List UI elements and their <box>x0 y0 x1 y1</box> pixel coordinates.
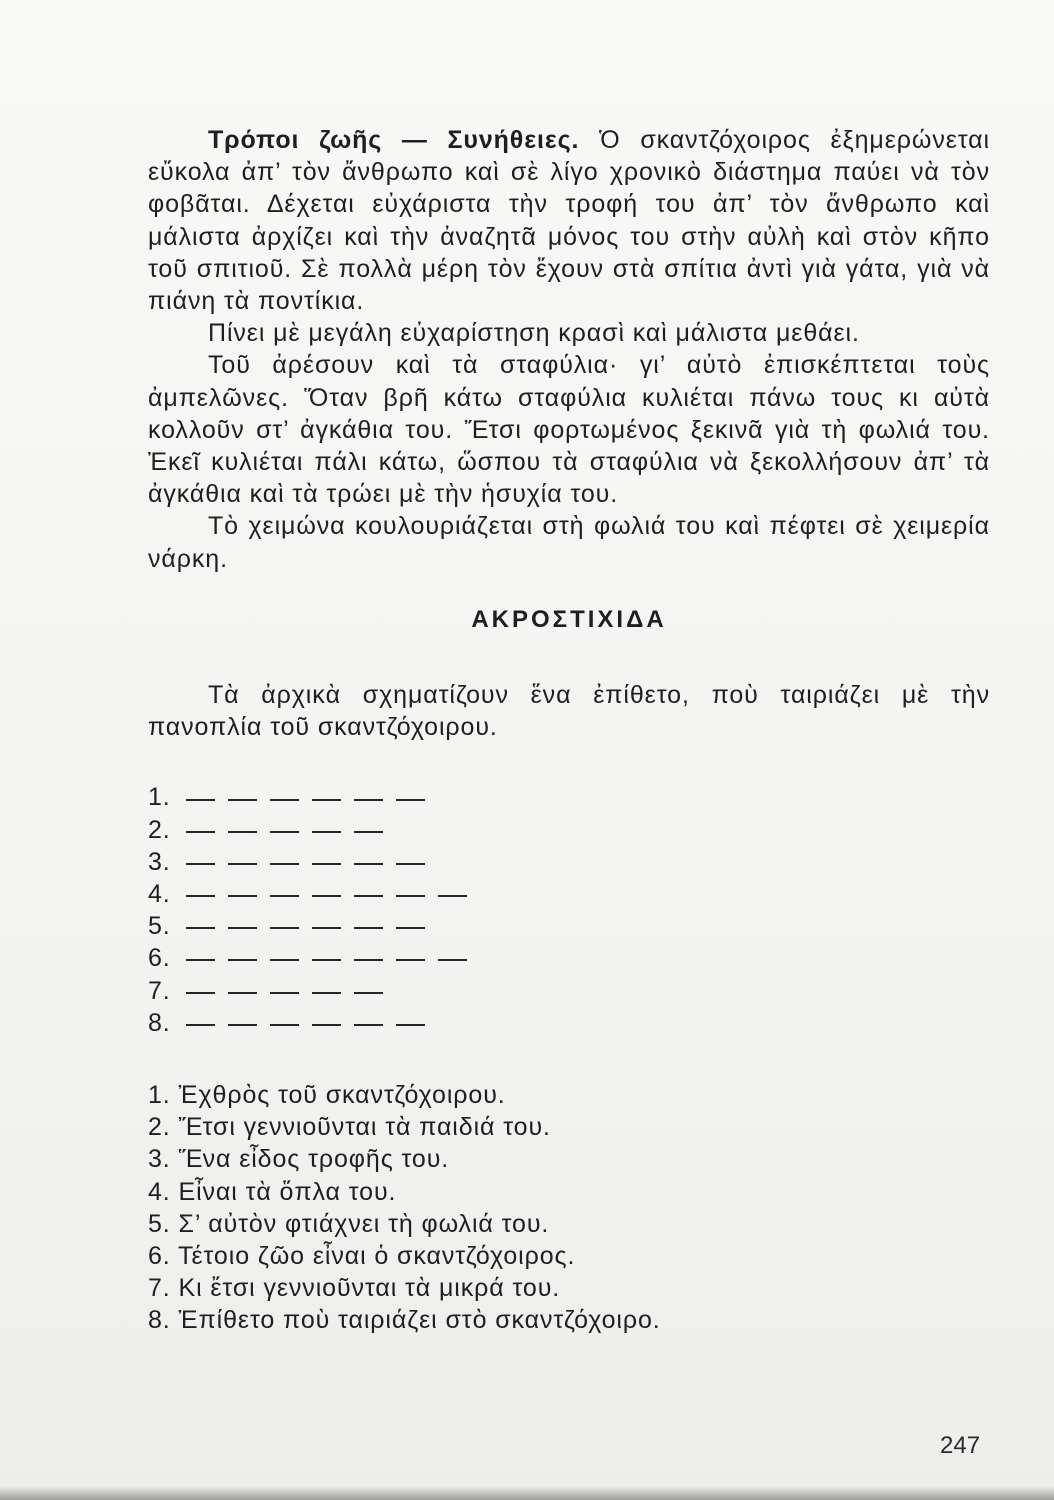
letter-slot <box>186 927 215 929</box>
acrostic-blank-number: 7. <box>148 976 171 1005</box>
acrostic-blank-number: 2. <box>148 815 171 844</box>
acrostic-clue: 6. Τέτοιο ζῶο εἶναι ὁ σκαντζόχοιρος. <box>148 1241 576 1270</box>
acrostic-blank-row <box>148 781 990 813</box>
letter-slot <box>186 959 215 961</box>
acrostic-letter-slots <box>186 1024 425 1026</box>
letter-slot <box>396 895 425 897</box>
letter-slot <box>354 895 383 897</box>
acrostic-clue: 2. Ἔτσι γεννιοῦνται τὰ παιδιά του. <box>148 1113 551 1142</box>
letter-slot <box>228 799 257 801</box>
acrostic-clue: 7. Κι ἔτσι γεννιοῦνται τὰ μικρά του. <box>148 1274 561 1303</box>
letter-slot <box>312 1024 341 1026</box>
letter-slot <box>396 799 425 801</box>
letter-slot <box>270 1024 299 1026</box>
letter-slot <box>186 1024 215 1026</box>
letter-slot <box>354 1024 383 1026</box>
letter-slot <box>438 895 467 897</box>
acrostic-intro: Τὰ ἀρχικὰ σχηματίζουν ἕνα ἐπίθετο, ποὺ ταιριάζει μὲ τὴν πανοπλία τοῦ σκαντζόχοιρου. <box>148 681 990 742</box>
letter-slot <box>186 992 215 994</box>
letter-slot <box>312 895 341 897</box>
letter-slot <box>396 959 425 961</box>
acrostic-blank-row <box>148 910 990 942</box>
page-number: 247 <box>940 1432 981 1459</box>
letter-slot <box>354 992 383 994</box>
letter-slot <box>228 1024 257 1026</box>
acrostic-blank-number: 3. <box>148 847 171 876</box>
letter-slot <box>186 831 215 833</box>
acrostic-blank-number: 8. <box>148 1008 171 1037</box>
acrostic-clue: 5. Σ’ αὐτὸν φτιάχνει τὴ φωλιά του. <box>148 1209 550 1238</box>
acrostic-clue: 3. Ἕνα εἶδος τροφῆς του. <box>148 1145 450 1174</box>
acrostic-clue: 1. Ἐχθρὸς τοῦ σκαντζόχοιρου. <box>148 1080 506 1109</box>
acrostic-clues <box>148 1079 990 1337</box>
acrostic-letter-slots <box>186 992 383 994</box>
letter-slot <box>186 799 215 801</box>
section-lead: Τρόποι ζωῆς — Συνήθειες. <box>208 126 580 154</box>
letter-slot <box>270 927 299 929</box>
acrostic-blank-row <box>148 1007 990 1039</box>
acrostic-blanks <box>148 781 990 1039</box>
letter-slot <box>312 959 341 961</box>
acrostic-letter-slots <box>186 831 383 833</box>
letter-slot <box>270 863 299 865</box>
acrostic-letter-slots <box>186 895 467 897</box>
paragraph-grapes: Τοῦ ἀρέσουν καὶ τὰ σταφύλια· γι’ αὐτὸ ἐπισκέπτεται τοὺς ἀμπελῶνες. Ὅταν βρῆ κάτω σταφύλια κυλιέται πάνω τους κι αὐτὰ κολλοῦν στ’ ἀγκάθια του. Ἔτσι φορτωμένος ξεκινᾶ γιὰ τὴ φωλιά του. Ἐκεῖ κυλιέται πάλι κάτω, ὥσπου τὰ σταφύλια νὰ ξεκολλήσουν ἀπ’ τὰ ἀγκάθια καὶ τὰ τρώει μὲ τὴν ἡσυχία του. <box>148 351 990 509</box>
letter-slot <box>228 831 257 833</box>
letter-slot <box>270 992 299 994</box>
letter-slot <box>396 863 425 865</box>
letter-slot <box>312 831 341 833</box>
acrostic-clue: 4. Εἶναι τὰ ὅπλα του. <box>148 1177 397 1206</box>
acrostic-letter-slots <box>186 959 467 961</box>
letter-slot <box>270 831 299 833</box>
letter-slot <box>270 959 299 961</box>
letter-slot <box>354 831 383 833</box>
letter-slot <box>354 959 383 961</box>
letter-slot <box>438 959 467 961</box>
page-content <box>148 124 990 1336</box>
letter-slot <box>396 927 425 929</box>
letter-slot <box>312 799 341 801</box>
letter-slot <box>228 927 257 929</box>
acrostic-letter-slots <box>186 927 425 929</box>
paragraph-wine: Πίνει μὲ μεγάλη εὐχαρίστηση κρασὶ καὶ μάλιστα μεθάει. <box>208 319 860 348</box>
acrostic-blank-row <box>148 942 990 974</box>
letter-slot <box>312 992 341 994</box>
acrostic-blank-number: 5. <box>148 912 171 941</box>
letter-slot <box>228 959 257 961</box>
page-edge-shadow <box>0 1486 1054 1500</box>
letter-slot <box>354 927 383 929</box>
acrostic-blank-row <box>148 846 990 878</box>
acrostic-clue: 8. Ἐπίθετο ποὺ ταιριάζει στὸ σκαντζόχοιρο. <box>148 1306 661 1335</box>
letter-slot <box>228 895 257 897</box>
letter-slot <box>312 863 341 865</box>
letter-slot <box>354 799 383 801</box>
paragraph-winter: Τὸ χειμώνα κουλουριάζεται στὴ φωλιά του καὶ πέφτει σὲ χειμερία νάρκη. <box>148 512 990 573</box>
acrostic-blank-number: 1. <box>148 783 171 812</box>
acrostic-blank-row <box>148 814 990 846</box>
acrostic-letter-slots <box>186 863 425 865</box>
letter-slot <box>270 799 299 801</box>
acrostic-letter-slots <box>186 799 425 801</box>
letter-slot <box>186 863 215 865</box>
paragraph-habits <box>148 124 990 317</box>
paragraph-habits-text: Ὁ σκαντζόχοιρος ἐξημερώνεται εὔκολα ἀπ’ τὸν ἄνθρωπο καὶ σὲ λίγο χρονικὸ διάστημα παύει νὰ τὸν φοβᾶται. Δέχεται εὐχάριστα τὴν τροφή του ἀπ’ τὸν ἄνθρωπο καὶ μάλιστα ἀρχίζει καὶ τὴν ἀναζητᾶ μόνος του στὴν αὐλὴ καὶ στὸν κῆπο τοῦ σπιτιοῦ. Σὲ πολλὰ μέρη τὸν ἔχουν στὰ σπίτια ἀντὶ γιὰ γάτα, γιὰ νὰ πιάνη τὰ ποντίκια. <box>148 126 990 316</box>
letter-slot <box>270 895 299 897</box>
letter-slot <box>396 1024 425 1026</box>
acrostic-heading: ΑΚΡΟΣΤΙΧΙΔΑ <box>471 605 667 633</box>
letter-slot <box>228 992 257 994</box>
letter-slot <box>312 927 341 929</box>
letter-slot <box>186 895 215 897</box>
acrostic-blank-number: 4. <box>148 880 171 909</box>
letter-slot <box>228 863 257 865</box>
acrostic-blank-row <box>148 975 990 1007</box>
acrostic-blank-number: 6. <box>148 944 171 973</box>
acrostic-blank-row <box>148 878 990 910</box>
letter-slot <box>354 863 383 865</box>
